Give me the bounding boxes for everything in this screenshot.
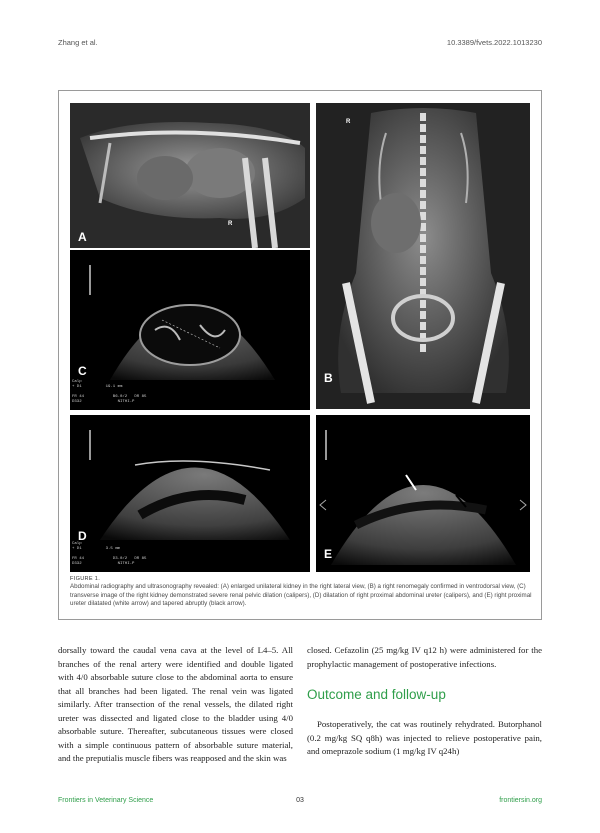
panel-d-ureter-ultrasound [70, 415, 310, 572]
panel-c-label: C [78, 364, 87, 378]
panel-b-side-marker: R [346, 119, 351, 125]
running-authors: Zhang et al. [58, 38, 98, 47]
body-right-column-bottom [307, 718, 542, 759]
panel-d-label: D [78, 529, 87, 543]
body-left-paragraph: dorsally toward the caudal vena cava at the level of L4–5. All branches of the renal artery were identified and double ligated with 4/0 absorbable suture close to the abdominal aorta to ensure that all branches had been ligated. The renal vein was ligated similarly. After transection of the renal vessels, the dilated right ureter was dissected and ligated close to the bladder using 4/0 absorbable suture. Thereafter, subcutaneous tissues were closed with a simple continuous pattern of absorbable suture material, and the preputialis muscle fibers was reapposed and the skin was [58, 645, 293, 763]
figure-caption: Abdominal radiography and ultrasonography revealed: (A) enlarged unilateral kidney in the right lateral view, (B) a right renomegaly confirmed in ventrodorsal view, (C) transverse image of the right kidney demonstrated severe renal pelvic dilation (calipers), (D) dilatation of right proximal abdominal ureter (calipers), and (E) right proximal ureter dilatated (white arrow) and tapered abruptly (black arrow). [70, 583, 532, 608]
panel-c-renal-ultrasound [70, 250, 310, 410]
section-heading: Outcome and follow-up [307, 687, 446, 702]
radiograph-vd-image [316, 103, 530, 409]
panel-b-ventrodorsal-radiograph [316, 103, 530, 409]
panel-a-side-marker: R [228, 221, 233, 227]
panel-b-label: B [324, 371, 333, 385]
body-right-paragraph: Postoperatively, the cat was routinely rehydrated. Butorphanol (0.2 mg/kg SQ q8h) was injected to relieve postoperative pain, and omeprazole sodium (1 mg/kg IV q24h) [307, 719, 542, 756]
panel-e-label: E [324, 547, 333, 561]
ultrasound-proximal-ureter-image [316, 415, 530, 572]
radiograph-lateral-image [70, 103, 310, 248]
footer-journal: Frontiers in Veterinary Science [58, 797, 154, 804]
panel-a-lateral-radiograph [70, 103, 310, 248]
panel-d-measure-readout: Calp + D1 3.5 mm FR 44 D3.0/2 DR 85 D332 NITHI-P [72, 542, 147, 566]
panel-c-measure-readout: Calp + D1 19.1 mm FR 44 B6.0/2 DR 85 D332 NITHI-P [72, 380, 147, 404]
doi: 10.3389/fvets.2022.1013230 [446, 38, 542, 47]
body-right-paragraph-top: closed. Cefazolin (25 mg/kg IV q12 h) were administered for the prophylactic management of postoperative infections. [307, 645, 542, 669]
figure-label: FIGURE 1. [70, 576, 101, 582]
panel-a-label: A [78, 230, 87, 244]
body-left-column [58, 644, 293, 766]
body-right-column-top [307, 644, 542, 671]
panel-e-proximal-ureter-ultrasound [316, 415, 530, 572]
footer-site: frontiersin.org [499, 797, 542, 804]
footer-page-number: 03 [296, 797, 304, 804]
